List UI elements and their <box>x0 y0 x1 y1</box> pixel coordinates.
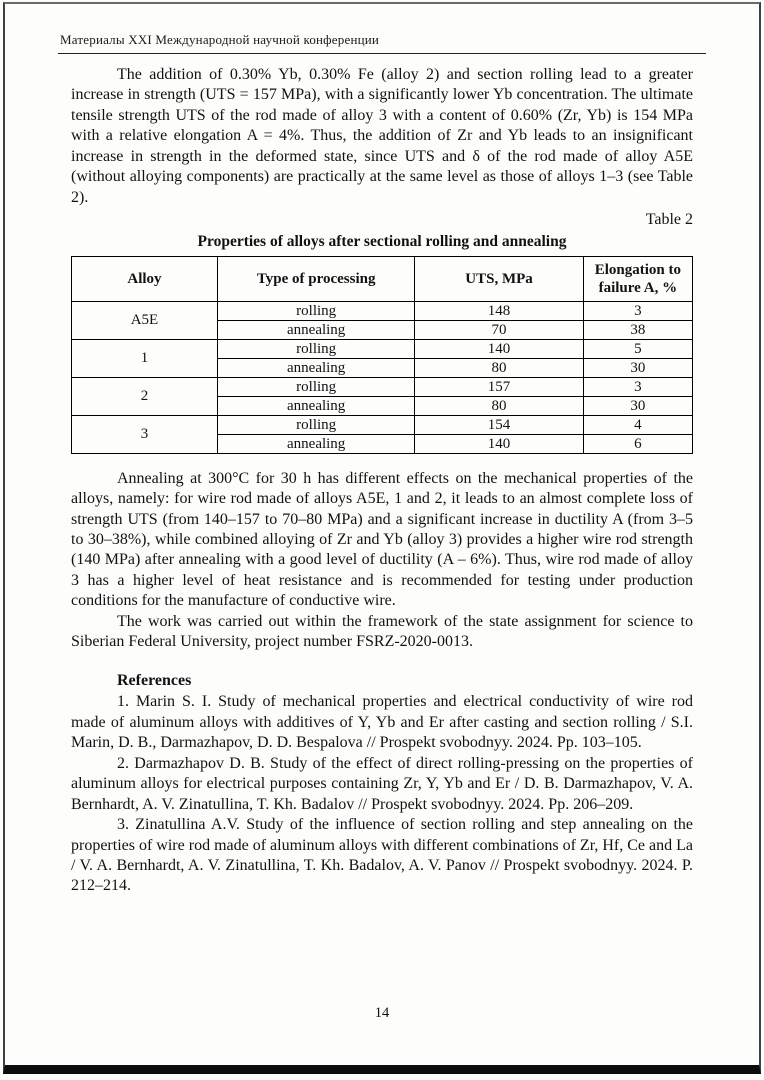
properties-table <box>71 256 693 454</box>
table-title: Properties of alloys after sectional rolling and annealing <box>197 232 567 250</box>
elongation-cell: 38 <box>583 320 692 339</box>
table-row <box>72 377 693 396</box>
elongation-cell: 3 <box>583 377 692 396</box>
paragraph-2: Annealing at 300°C for 30 h has different effects on the mechanical properties of the alloys, namely: for wire rod made of alloys A5E, 1 and 2, it leads to an almost complete loss of strength UTS (from 140–157 to 70–80 MPa) and a significant increase in ductility A (from 3–5 to 30–38%), while combined alloying of Zr and Yb (alloy 3) provides a higher wire rod strength (140 MPa) after annealing with a good level of ductility (A – 6%). Thus, wire rod made of alloy 3 has a higher level of heat resistance and is recommended for testing under production conditions for the manufacture of conductive wire. <box>71 469 693 610</box>
col-header-uts: UTS, MPa <box>415 256 583 301</box>
page-content <box>0 54 764 897</box>
col-header-alloy: Alloy <box>72 256 218 301</box>
alloy-cell: A5E <box>72 301 218 339</box>
reference-item-1: 1. Marin S. I. Study of mechanical properties and electrical conductivity of wire rod made of aluminum alloys with additives of Y, Yb and Er after casting and section rolling / S.I. Marin, D. B., Darmazhapov, D. D. Bespalova // Prospekt svobodnyy. 2024. Pp. 103–105. <box>71 693 693 752</box>
uts-cell: 80 <box>415 396 583 415</box>
table-row <box>72 339 693 358</box>
elongation-cell: 4 <box>583 415 692 434</box>
table-header-row <box>72 256 693 301</box>
process-cell: annealing <box>217 396 414 415</box>
uts-cell: 70 <box>415 320 583 339</box>
elongation-cell: 6 <box>583 434 692 453</box>
uts-cell: 148 <box>415 301 583 320</box>
page-number: 14 <box>374 1005 390 1021</box>
process-cell: annealing <box>217 320 414 339</box>
elongation-cell: 30 <box>583 358 692 377</box>
uts-cell: 80 <box>415 358 583 377</box>
uts-cell: 154 <box>415 415 583 434</box>
process-cell: annealing <box>217 434 414 453</box>
uts-cell: 140 <box>415 339 583 358</box>
alloy-cell: 2 <box>72 377 218 415</box>
col-header-elongation: Elongation to failure A, % <box>583 256 692 301</box>
running-title: Материалы XXI Международной научной конференции <box>60 32 380 47</box>
alloy-cell: 3 <box>72 415 218 453</box>
table-row <box>72 301 693 320</box>
uts-cell: 140 <box>415 434 583 453</box>
table-label: Table 2 <box>645 211 693 229</box>
process-cell: rolling <box>217 339 414 358</box>
paragraph-1: The addition of 0.30% Yb, 0.30% Fe (alloy 2) and section rolling lead to a greater increase in strength (UTS = 157 MPa), with a significantly lower Yb concentration. The ultimate tensile strength UTS of the rod made of alloy 3 with a content of 0.60% (Zr, Yb) is 154 MPa with a relative elongation A = 4%. Thus, the addition of Zr and Yb leads to an insignificant increase in strength in the deformed state, since UTS and δ of the rod made of alloy A5E (without alloying components) are practically at the same level as those of alloys 1–3 (see Table 2). <box>71 66 693 206</box>
process-cell: annealing <box>217 358 414 377</box>
col-header-processing: Type of processing <box>217 256 414 301</box>
elongation-cell: 3 <box>583 301 692 320</box>
paragraph-3: The work was carried out within the framework of the state assignment for science to Siberian Federal University, project number FSRZ-2020-0013. <box>71 612 693 651</box>
reference-item-2: 2. Darmazhapov D. B. Study of the effect of direct rolling-pressing on the properties of aluminum alloys for electrical purposes containing Zr, Y, Yb and Er / D. B. Darmazhapov, V. A. Bernhardt, A. V. Zinatullina, T. Kh. Badalov // Prospekt svobodnyy. 2024. Pp. 206–209. <box>71 754 693 813</box>
table-row <box>72 415 693 434</box>
alloy-cell: 1 <box>72 339 218 377</box>
process-cell: rolling <box>217 301 414 320</box>
process-cell: rolling <box>217 415 414 434</box>
process-cell: rolling <box>217 377 414 396</box>
reference-item-3: 3. Zinatullina A.V. Study of the influence of section rolling and step annealing on the properties of wire rod made of aluminum alloys with different combinations of Zr, Hf, Ce and La / V. A. Bernhardt, A. V. Zinatullina, T. Kh. Badalov, A. V. Panov // Prospekt svobodnyy. 2024. P. 212–214. <box>71 816 694 895</box>
elongation-cell: 5 <box>583 339 692 358</box>
page-header <box>0 0 764 54</box>
elongation-cell: 30 <box>583 396 692 415</box>
references-heading: References <box>117 671 192 689</box>
uts-cell: 157 <box>415 377 583 396</box>
